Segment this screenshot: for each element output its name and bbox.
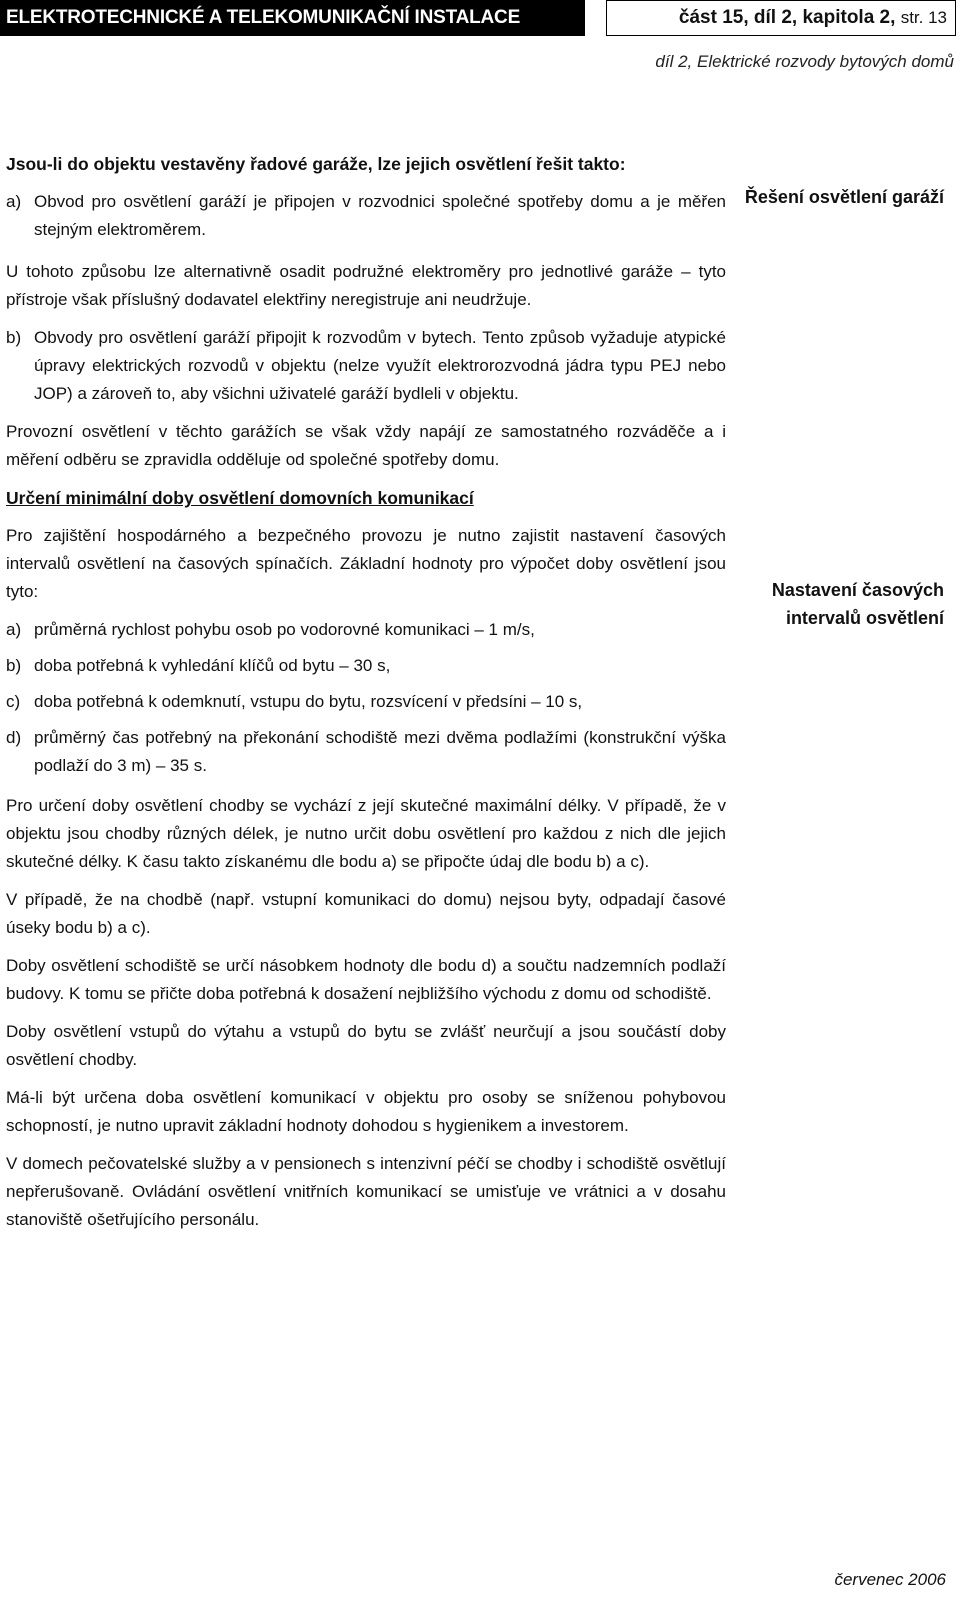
- paragraph: Doby osvětlení schodiště se určí násobkem hodnoty dle bodu d) a součtu nadzemních podlaží budovy. K tomu se přičte doba potřebná k dosažení nejbližšího východu z domu od schodiště.: [6, 956, 726, 1003]
- margin-note-garage-lighting: Řešení osvětlení garáží: [744, 187, 944, 207]
- item-text: průměrný čas potřebný na překonání schodiště mezi dvěma podlažími (konstrukční výška podlaží do 3 m) – 35 s.: [34, 728, 726, 775]
- page-number: str. 13: [900, 8, 947, 27]
- paragraph: Pro určení doby osvětlení chodby se vychází z její skutečné maximální délky. V případě, že v objektu jsou chodby různých délek, je nutno určit dobu osvětlení pro každou z nich dle jejich skutečné délky. K času takto získanému dle bodu a) se připočte údaj dle bodu b) a c).: [6, 796, 726, 871]
- part-label: část 15, díl 2, kapitola 2,: [678, 7, 896, 28]
- paragraph: Provozní osvětlení v těchto garážích se však vždy napájí ze samostatného rozváděče a i měření odběru se zpravidla odděluje od společné spotřeby domu.: [6, 422, 726, 469]
- list-item: [6, 688, 726, 716]
- margin-note-timer-intervals: Nastavení časových intervalů osvětlení: [771, 580, 944, 628]
- paragraph: U tohoto způsobu lze alternativně osadit podružné elektroměry pro jednotlivé garáže – tyto přístroje však příslušný dodavatel elektřiny neregistruje ani neudržuje.: [6, 262, 726, 309]
- section2-heading: Určení minimální doby osvětlení domovních komunikací: [6, 488, 474, 508]
- section-title: ELEKTROTECHNICKÉ A TELEKOMUNIKAČNÍ INSTALACE: [0, 0, 585, 36]
- page-header: [0, 0, 960, 38]
- section1-heading: Jsou-li do objektu vestavěny řadové garáže, lze jejich osvětlení řešit takto:: [6, 154, 626, 174]
- item-text: doba potřebná k odemknutí, vstupu do bytu, rozsvícení v předsíni – 10 s,: [34, 692, 583, 711]
- paragraph: Doby osvětlení vstupů do výtahu a vstupů do bytu se zvlášť neurčují a jsou součástí doby osvětlení chodby.: [6, 1022, 726, 1069]
- item-label: b): [6, 656, 22, 675]
- item-text: Obvod pro osvětlení garáží je připojen v rozvodnici společné spotřeby domu a je měřen stejným elektroměrem.: [34, 192, 726, 239]
- paragraph: Pro zajištění hospodárného a bezpečného provozu je nutno zajistit nastavení časových intervalů osvětlení na časových spínačích. Základní hodnoty pro výpočet doby osvětlení jsou tyto:: [6, 526, 726, 601]
- item-label: b): [6, 328, 22, 347]
- chapter-subtitle: díl 2, Elektrické rozvody bytových domů: [655, 52, 954, 71]
- item-text: doba potřebná k vyhledání klíčů od bytu – 30 s,: [34, 656, 391, 675]
- list-item: [6, 188, 726, 244]
- paragraph: V případě, že na chodbě (např. vstupní komunikaci do domu) nejsou byty, odpadají časové úseky bodu b) a c).: [6, 890, 726, 937]
- list-item: [6, 616, 726, 644]
- item-label: a): [6, 620, 22, 639]
- item-text: Obvody pro osvětlení garáží připojit k rozvodům v bytech. Tento způsob vyžaduje atypické úpravy elektrických rozvodů v objektu (nelze využít elektrorozvodná jádra typu PEJ nebo JOP) a zároveň to, aby všichni uživatelé garáží bydleli v objektu.: [34, 328, 726, 403]
- item-label: a): [6, 192, 22, 211]
- paragraph: V domech pečovatelské služby a v pensionech s intenzivní péčí se chodby i schodiště osvětlují nepřerušovaně. Ovládání osvětlení vnitřních komunikací se umisťuje ve vrátnici a v dosahu stanoviště ošetřujícího personálu.: [6, 1154, 726, 1229]
- list-item: [6, 724, 726, 780]
- footer-date: červenec 2006: [834, 1570, 946, 1589]
- list-item: [6, 324, 726, 408]
- item-text: průměrná rychlost pohybu osob po vodorovné komunikaci – 1 m/s,: [34, 620, 535, 639]
- list-item: [6, 652, 726, 680]
- item-label: d): [6, 728, 22, 747]
- paragraph: Má-li být určena doba osvětlení komunikací v objektu pro osoby se sníženou pohybovou schopností, je nutno upravit základní hodnoty dohodou s hygienikem a investorem.: [6, 1088, 726, 1135]
- part-reference: [606, 0, 956, 36]
- item-label: c): [6, 692, 21, 711]
- main-content: [6, 150, 726, 1244]
